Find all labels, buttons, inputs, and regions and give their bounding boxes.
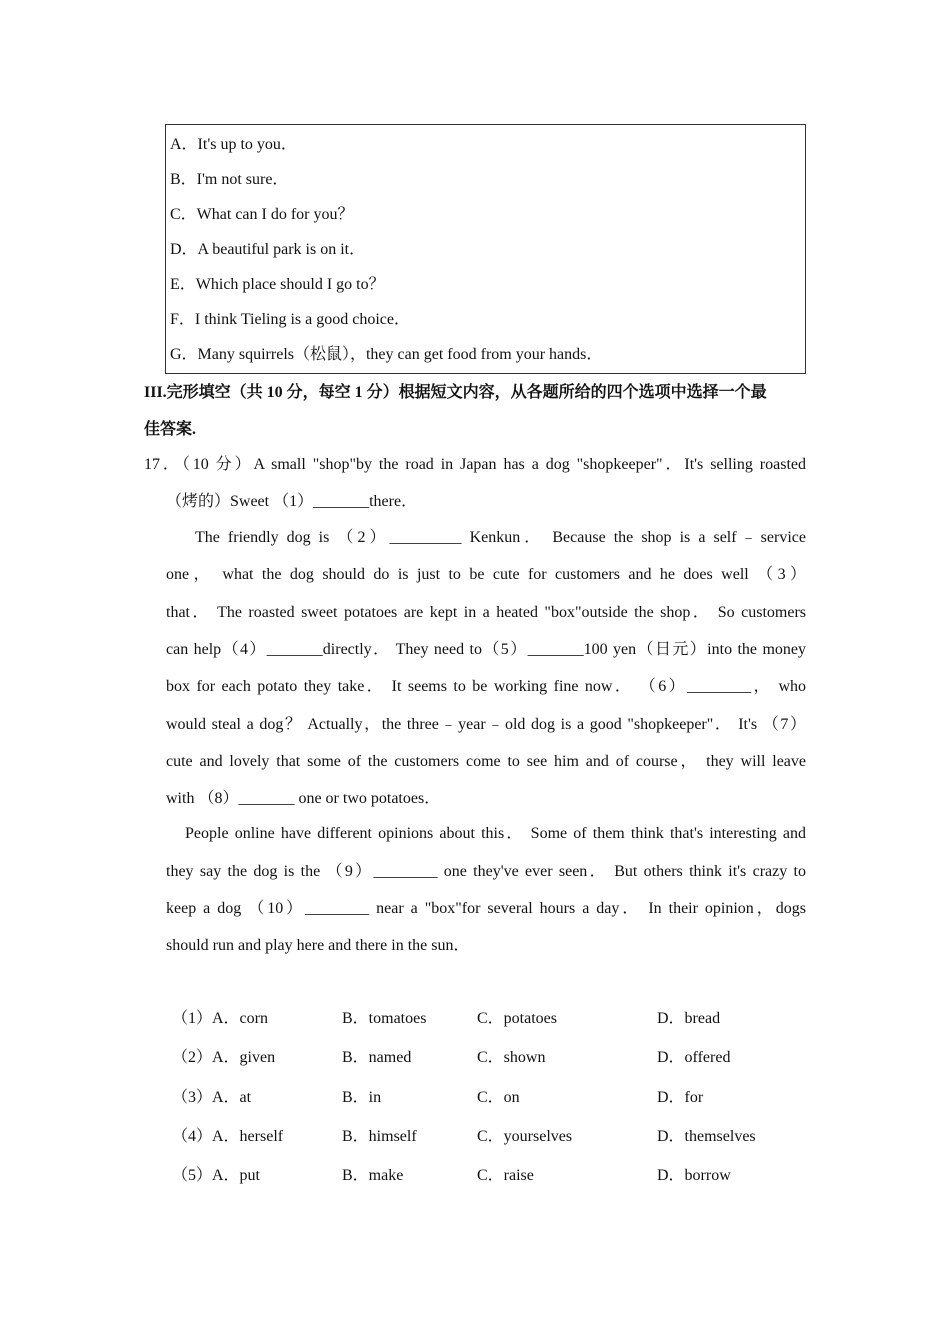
option-c: C．What can I do for you？ — [170, 206, 354, 223]
choice-5-a: （5）A．put — [172, 1167, 261, 1184]
option-e: E．Which place should I go to？ — [170, 276, 385, 293]
choice-3-b: B．in — [342, 1089, 382, 1106]
passage-line: box for each potato they take． It seems to be working fine now． （6）________， who — [166, 678, 806, 695]
option-d: D．A beautiful park is on it． — [170, 241, 366, 258]
choice-1-b: B．tomatoes — [342, 1010, 427, 1027]
passage-line: can help（4）_______directly． They need to（5）_______100 yen（日元）into the money — [166, 641, 806, 658]
passage-line: with （8）_______ one or two potatoes． — [166, 790, 441, 807]
passage-line: keep a dog （10）________ near a "box"for several hours a day． In their opinion，dogs — [166, 900, 806, 917]
passage-line: People online have different opinions about this． Some of them think that's interesting and — [185, 825, 806, 842]
choice-2-a: （2）A．given — [172, 1049, 276, 1066]
choice-1-c: C．potatoes — [477, 1010, 557, 1027]
option-b: B．I'm not sure． — [170, 171, 289, 188]
choice-4-a: （4）A．herself — [172, 1128, 284, 1145]
choice-5-d: D．borrow — [657, 1167, 731, 1184]
passage-line: should run and play here and there in the sun． — [166, 937, 470, 954]
choice-3-a: （3）A．at — [172, 1089, 252, 1106]
choice-1-d: D．bread — [657, 1010, 721, 1027]
choice-4-b: B．himself — [342, 1128, 417, 1145]
passage-line: would steal a dog？ Actually，the three﹣year﹣old dog is a good "shopkeeper"． It's （7） — [166, 716, 806, 733]
passage-line: （烤的）Sweet （1）_______there． — [166, 493, 418, 510]
passage-line: cute and lovely that some of the customers come to see him and of course， they will leave — [166, 753, 806, 770]
options-box — [165, 124, 806, 374]
choice-2-b: B．named — [342, 1049, 412, 1066]
choice-5-b: B．make — [342, 1167, 404, 1184]
section-heading-cont: 佳答案. — [144, 421, 197, 438]
option-f: F．I think Tieling is a good choice． — [170, 311, 411, 328]
choice-3-d: D．for — [657, 1089, 704, 1106]
choice-1-a: （1）A．corn — [172, 1010, 268, 1027]
option-a: A．It's up to you． — [170, 136, 297, 153]
passage-line: The friendly dog is （2）_________ Kenkun． Because the shop is a self﹣service — [195, 529, 806, 546]
passage-line: that． The roasted sweet potatoes are kept in a heated "box"outside the shop． So customers — [166, 604, 807, 621]
choice-2-d: D．offered — [657, 1049, 731, 1066]
passage-line: one， what the dog should do is just to be cute for customers and he does well （3） — [166, 566, 807, 583]
choice-2-c: C．shown — [477, 1049, 546, 1066]
choice-5-c: C．raise — [477, 1167, 534, 1184]
choice-4-c: C．yourselves — [477, 1128, 573, 1145]
passage-line: they say the dog is the （9）________ one they've ever seen． But others think it's crazy to — [166, 863, 806, 880]
section-heading: III.完形填空（共 10 分，每空 1 分）根据短文内容，从各题所给的四个选项中选择一个最 — [144, 384, 767, 401]
choice-3-c: C．on — [477, 1089, 520, 1106]
choice-4-d: D．themselves — [657, 1128, 756, 1145]
passage-line: 17．（10 分）A small "shop"by the road in Japan has a dog "shopkeeper"．It's selling roasted — [144, 456, 806, 473]
option-g: G．Many squirrels（松鼠），they can get food from your hands． — [170, 346, 603, 363]
